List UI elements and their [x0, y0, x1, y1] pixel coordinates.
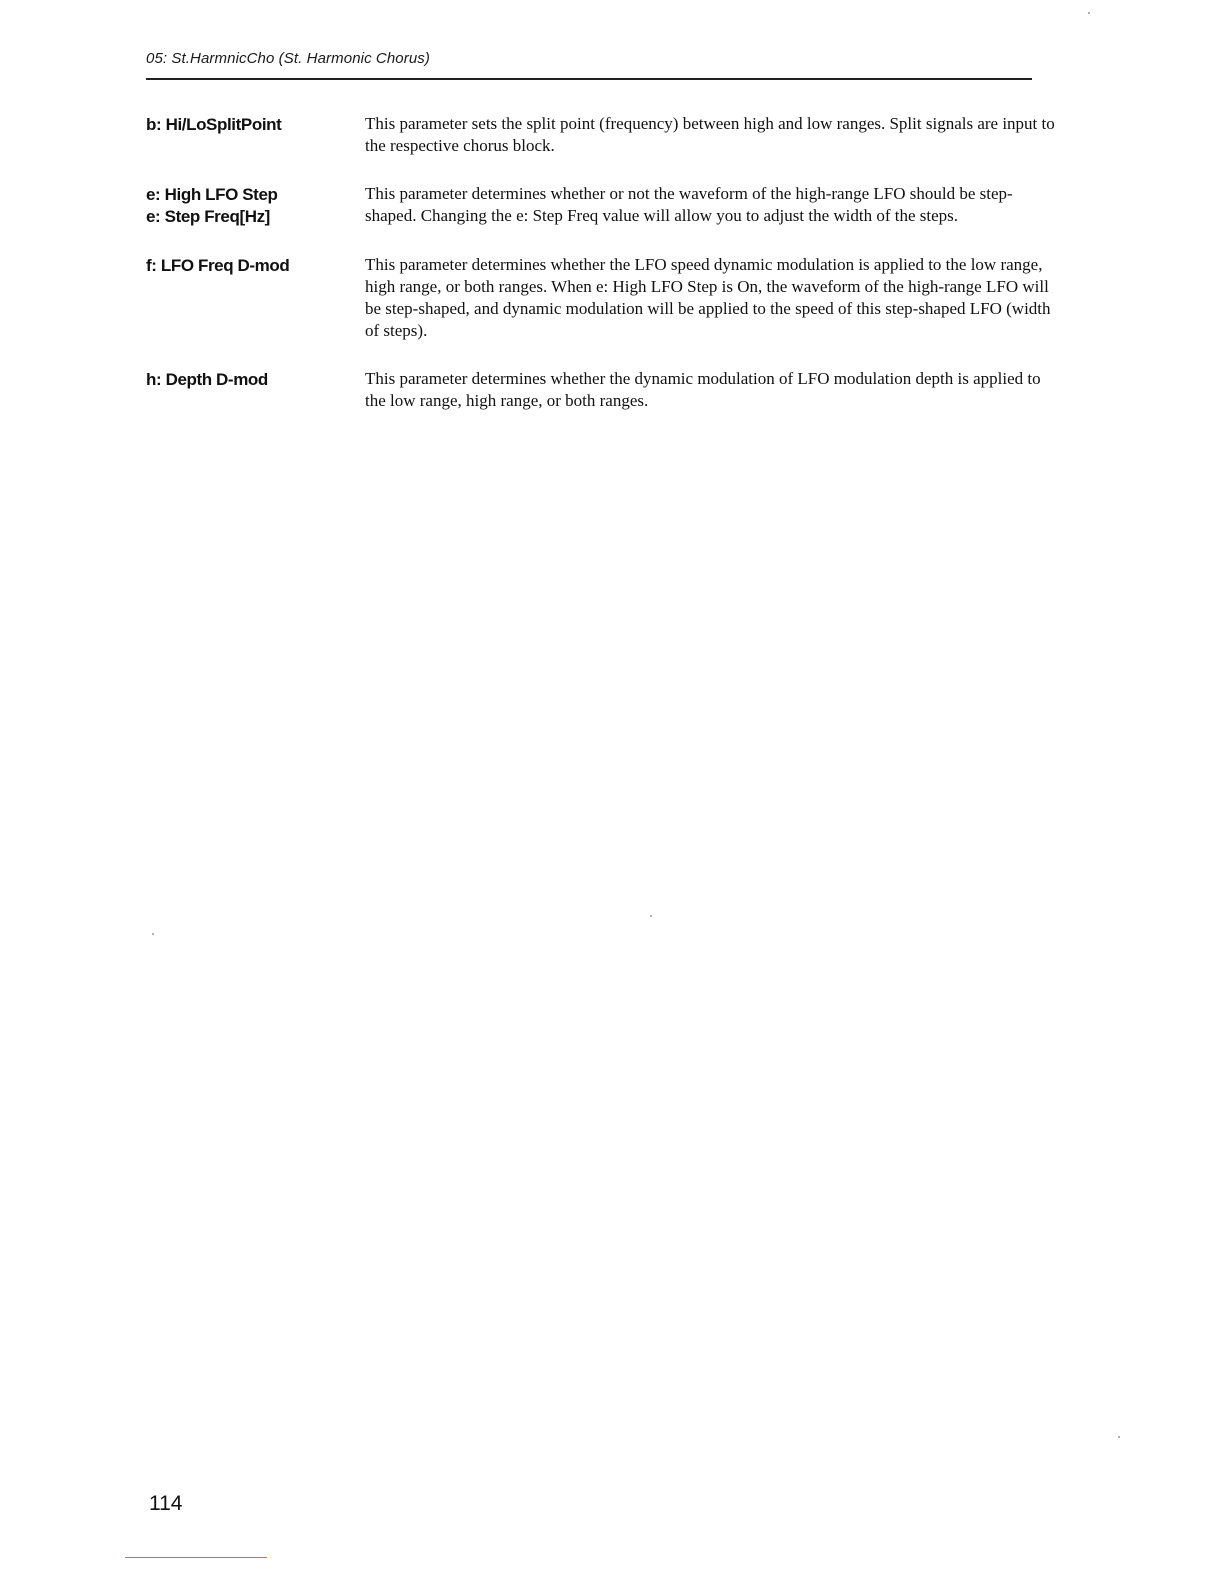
footer-divider — [125, 1557, 267, 1558]
page-header-title: 05: St.HarmnicCho (St. Harmonic Chorus) — [146, 50, 430, 67]
parameter-entry-hi-lo-split-point — [146, 113, 1061, 157]
parameter-name-group — [146, 254, 365, 277]
parameter-description: This parameter determines whether the LFO speed dynamic modulation is applied to the low range, high range, or both ranges. When e: High LFO Step is On, the waveform of the high-range LFO will be step-shaped, and dynamic modulation will be applied to the speed of this step-shaped LFO (width of steps). — [365, 255, 1051, 340]
parameter-list — [146, 113, 1061, 438]
parameter-name: h: Depth D-mod — [146, 370, 268, 389]
parameter-name-group — [146, 183, 365, 228]
scan-speck — [1088, 12, 1090, 14]
parameter-description: This parameter determines whether the dynamic modulation of LFO modulation depth is applied to the low range, high range, or both ranges. — [365, 369, 1041, 410]
page-number: 114 — [149, 1492, 183, 1515]
parameter-description: This parameter determines whether or not the waveform of the high-range LFO should be step-shaped. Changing the e: Step Freq value will allow you to adjust the width of the steps. — [365, 184, 1013, 225]
parameter-entry-depth-d-mod — [146, 368, 1061, 412]
parameter-entry-high-lfo-step — [146, 183, 1061, 228]
parameter-name-group — [146, 113, 365, 136]
parameter-description: This parameter sets the split point (frequency) between high and low ranges. Split signals are input to the respective chorus block. — [365, 114, 1055, 155]
parameter-name: b: Hi/LoSplitPoint — [146, 115, 282, 134]
header-divider — [146, 78, 1032, 80]
scan-speck — [1118, 1436, 1120, 1438]
scan-speck — [152, 933, 154, 935]
parameter-name: f: LFO Freq D-mod — [146, 256, 290, 275]
parameter-name: e: Step Freq[Hz] — [146, 207, 270, 226]
parameter-name: e: High LFO Step — [146, 185, 278, 204]
scan-speck — [650, 915, 652, 917]
parameter-name-group — [146, 368, 365, 391]
parameter-entry-lfo-freq-d-mod — [146, 254, 1061, 342]
